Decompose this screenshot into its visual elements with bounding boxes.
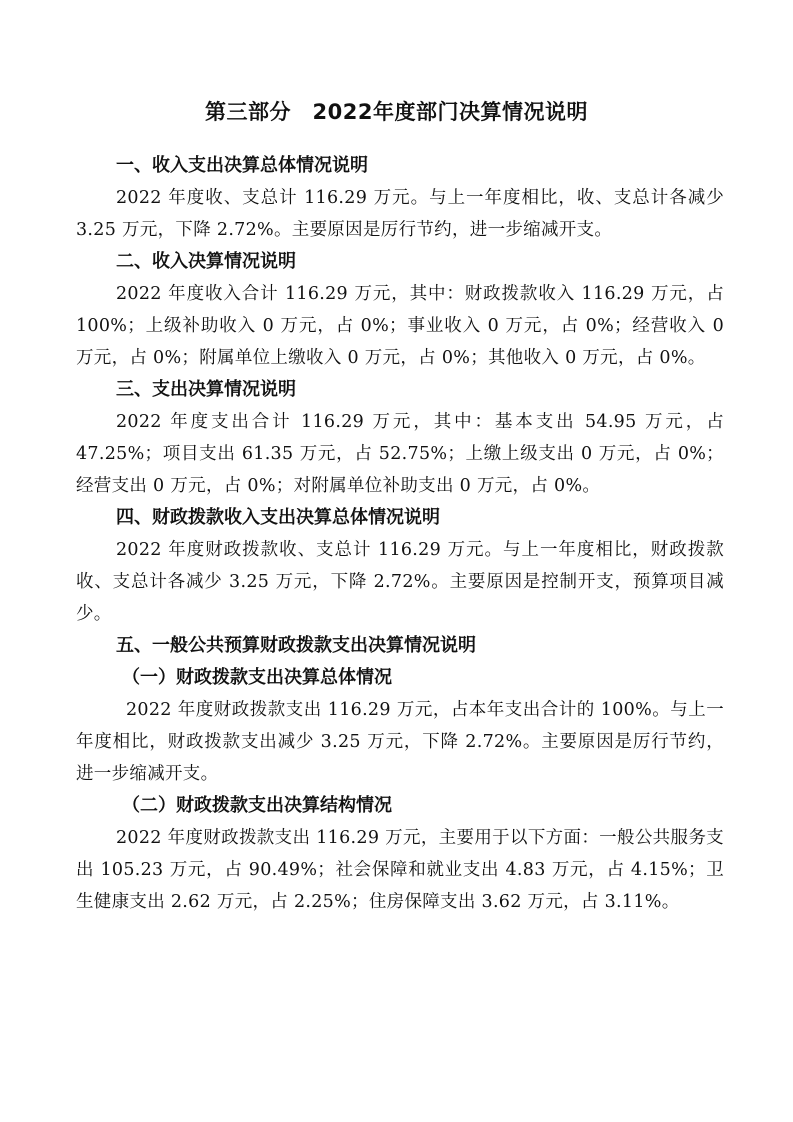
section-3-text: 2022 年度支出合计 116.29 万元，其中：基本支出 54.95 万元，占 47.25%；项目支出 61.35 万元，占 52.75%；上缴上级支出 0 万元，占 0%；经营支出 0 万元，占 0%；对附属单位补助支出 0 万元，占 0%。: [76, 412, 724, 496]
section-1-text: 2022 年度收、支总计 116.29 万元。与上一年度相比，收、支总计各减少 3.25 万元，下降 2.72%。主要原因是厉行节约，进一步缩减开支。: [76, 188, 724, 240]
subsection-5-2-text: 2022 年度财政拨款支出 116.29 万元，主要用于以下方面：一般公共服务支出 105.23 万元，占 90.49%；社会保障和就业支出 4.83 万元，占 4.15%；卫生健康支出 2.62 万元，占 2.25%；住房保障支出 3.62 万元，占 3.11%。: [76, 828, 724, 912]
subsection-5-1-text: 2022 年度财政拨款支出 116.29 万元，占本年支出合计的 100%。与上一年度相比，财政拨款支出减少 3.25 万元，下降 2.72%。主要原因是厉行节约，进一步缩减开支。: [76, 700, 724, 784]
page-title: 第三部分 2022年度部门决算情况说明: [205, 100, 588, 124]
section-1-heading: 一、收入支出决算总体情况说明: [116, 155, 368, 176]
subsection-5-2-heading: （二）财政拨款支出决算结构情况: [122, 795, 392, 816]
section-4-text: 2022 年度财政拨款收、支总计 116.29 万元。与上一年度相比，财政拨款收、支总计各减少 3.25 万元，下降 2.72%。主要原因是控制开支，预算项目减少。: [76, 540, 724, 624]
document-body: [76, 150, 724, 918]
section-3-heading: 三、支出决算情况说明: [116, 379, 296, 400]
section-4-heading: 四、财政拨款收入支出决算总体情况说明: [116, 507, 440, 528]
subsection-5-1-heading: （一）财政拨款支出决算总体情况: [122, 667, 392, 688]
section-2-text: 2022 年度收入合计 116.29 万元，其中：财政拨款收入 116.29 万元，占 100%；上级补助收入 0 万元，占 0%；事业收入 0 万元，占 0%；经营收入 0 万元，占 0%；附属单位上缴收入 0 万元，占 0%；其他收入 0 万元，占 0%。: [76, 284, 724, 368]
section-5-heading: 五、一般公共预算财政拨款支出决算情况说明: [116, 635, 476, 656]
section-2-heading: 二、收入决算情况说明: [116, 251, 296, 272]
